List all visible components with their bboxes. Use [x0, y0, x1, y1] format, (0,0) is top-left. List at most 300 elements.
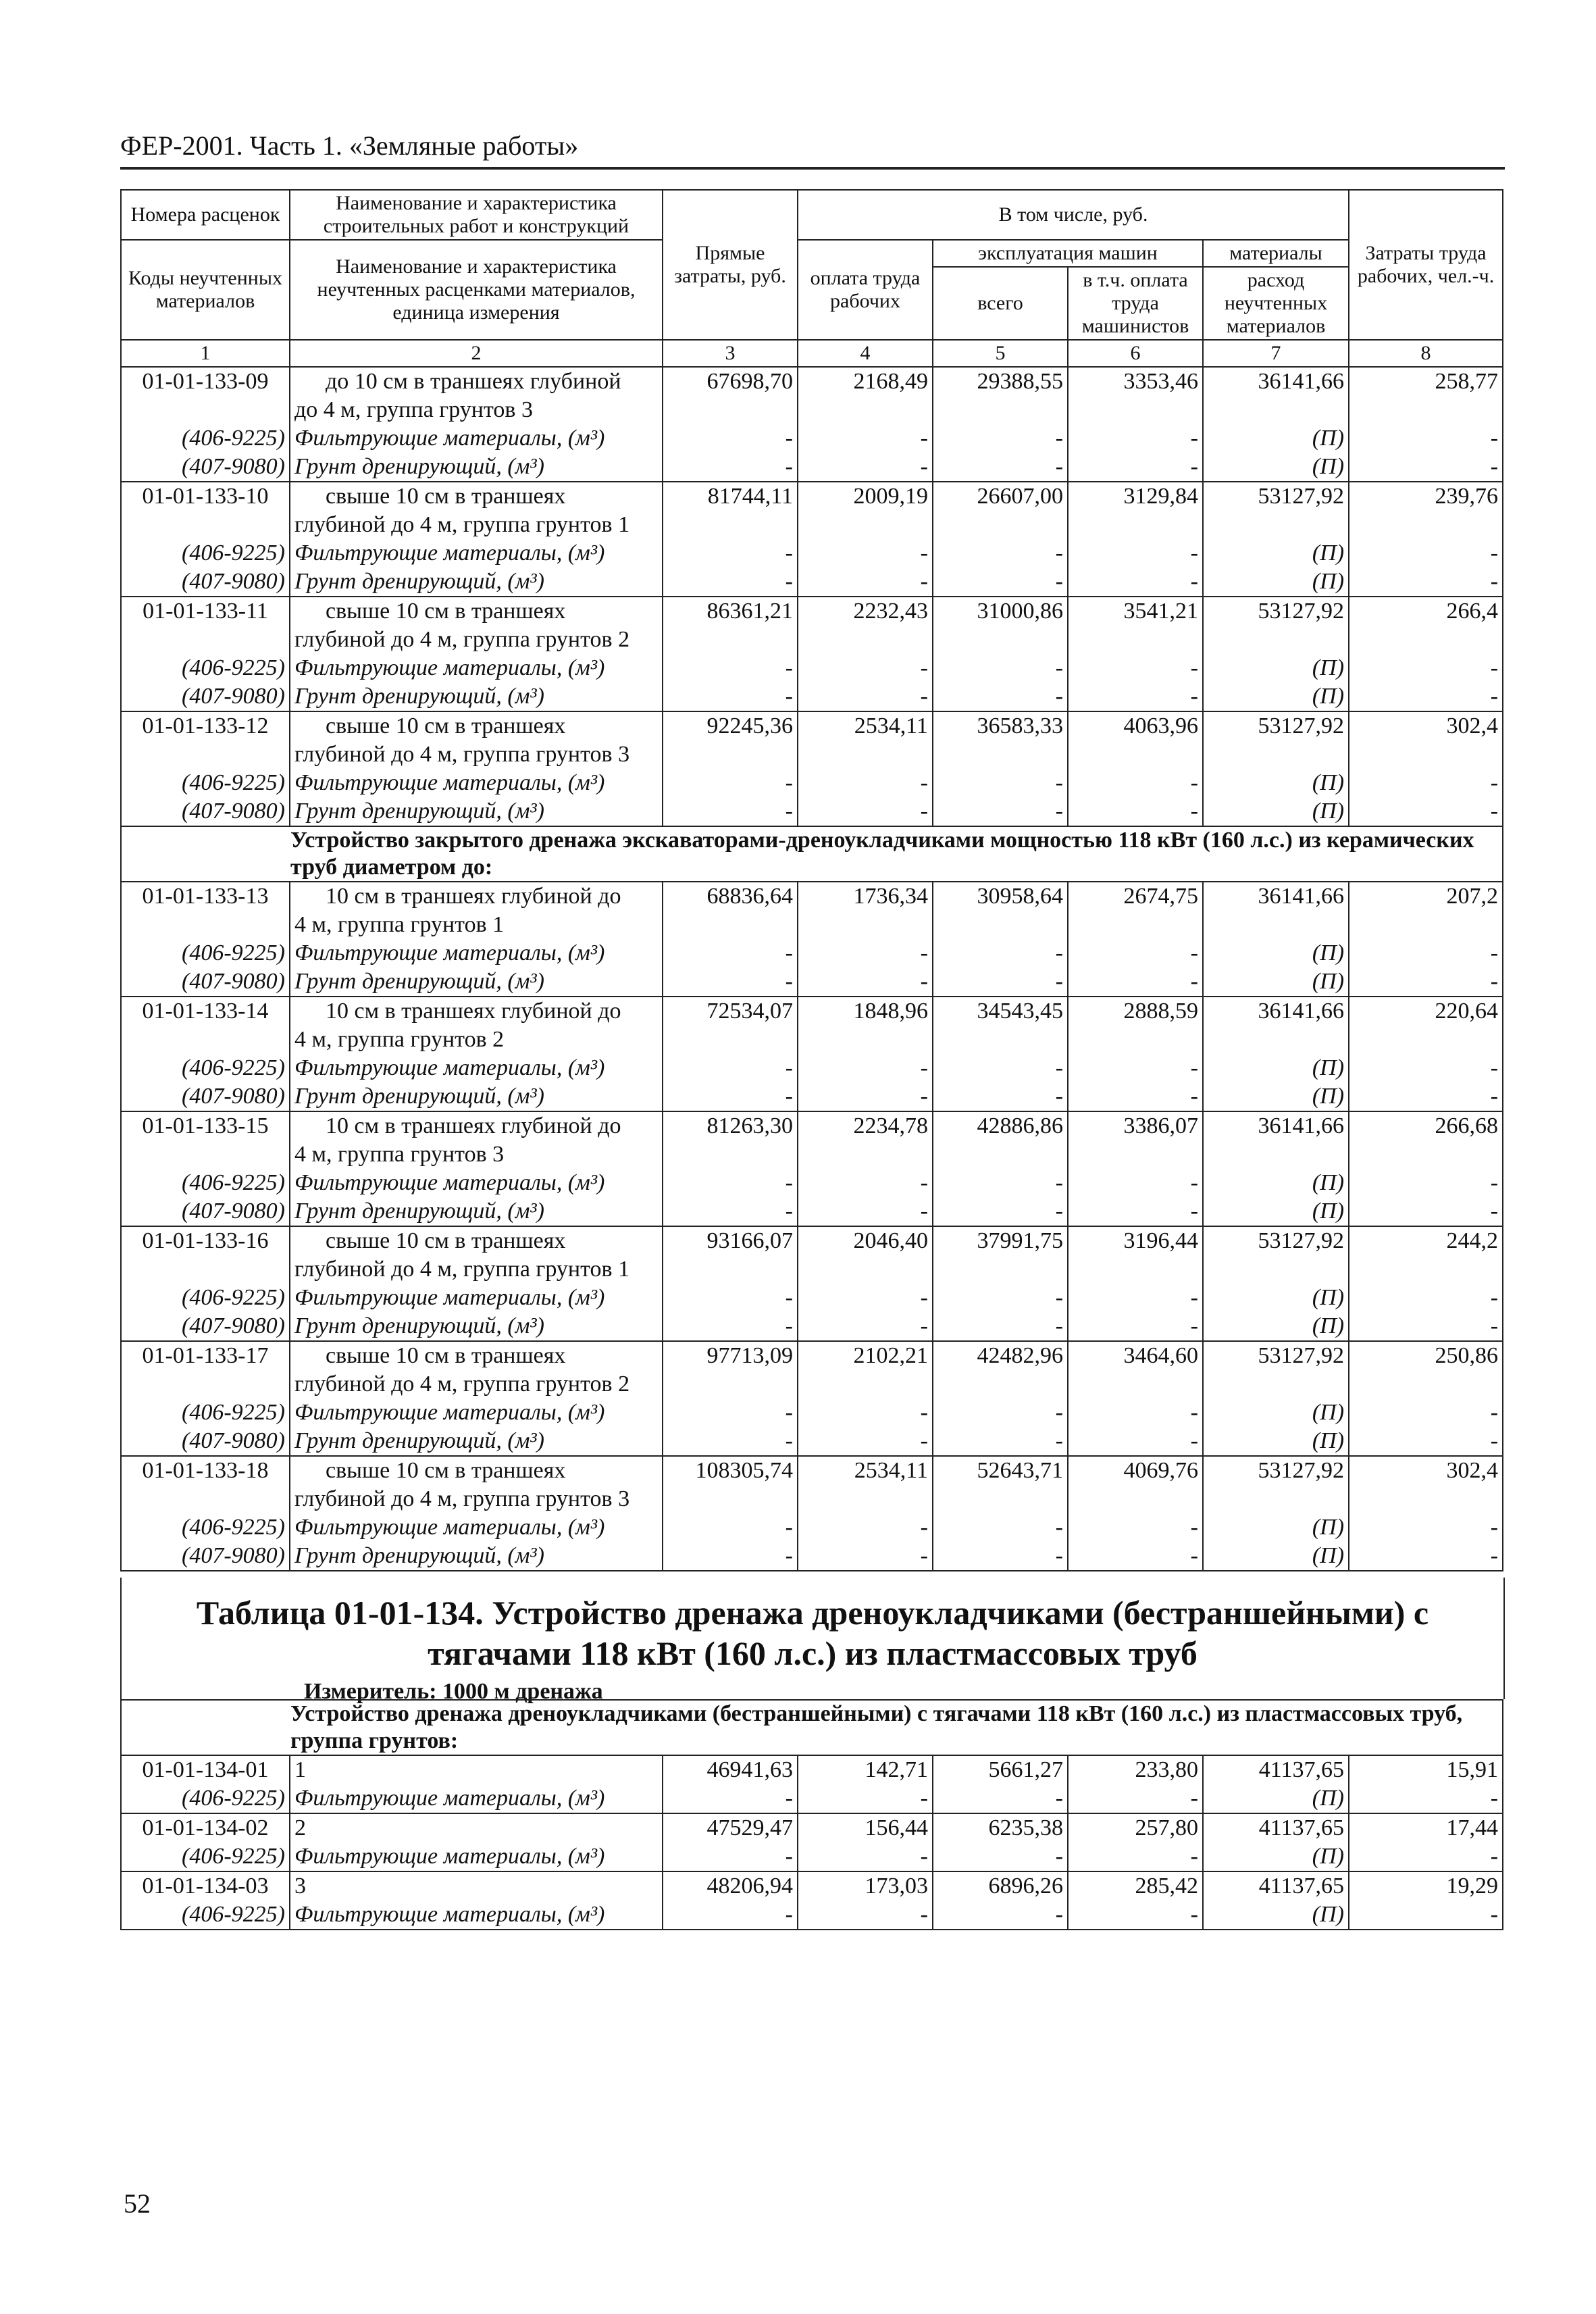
value-c8: 17,44	[1349, 1813, 1503, 1842]
empty-cell	[1068, 1026, 1203, 1054]
empty-dash: -	[663, 1784, 798, 1813]
col-header-material-codes: Коды неучтенных материалов	[121, 240, 290, 340]
table-row	[121, 626, 1503, 654]
value-c7: 36141,66	[1203, 997, 1349, 1026]
value-c5: 5661,27	[933, 1755, 1068, 1784]
table-row	[121, 1901, 1503, 1930]
empty-cell	[933, 626, 1068, 654]
col-number: 2	[290, 340, 663, 367]
work-description: 3	[290, 1871, 663, 1901]
empty-cell	[663, 396, 798, 424]
empty-cell	[1203, 1485, 1349, 1513]
material-code: (407-9080)	[121, 453, 290, 482]
empty-dash: -	[1349, 1399, 1503, 1427]
empty-dash: -	[798, 1197, 933, 1226]
value-c5: 52643,71	[933, 1456, 1068, 1485]
material-name	[290, 424, 663, 453]
empty-dash: -	[933, 1513, 1068, 1542]
empty-dash: -	[798, 1399, 933, 1427]
value-c3: 46941,63	[663, 1755, 798, 1784]
material-consumption-p: (П)	[1203, 1197, 1349, 1226]
empty-dash: -	[798, 453, 933, 482]
table-body-a	[121, 367, 1503, 826]
col-header-worker-pay: оплата труда рабочих	[798, 240, 933, 340]
material-consumption-p: (П)	[1203, 1513, 1349, 1542]
material-name-text: Грунт дренирующий,	[294, 1313, 502, 1338]
empty-dash: -	[1349, 1169, 1503, 1197]
col-header-machines: эксплуатация машин	[933, 240, 1203, 267]
empty-dash: -	[663, 769, 798, 797]
empty-cell	[1203, 626, 1349, 654]
empty-dash: -	[798, 1784, 933, 1813]
table-row	[121, 1312, 1503, 1341]
empty-dash: -	[1068, 1842, 1203, 1871]
table-row	[121, 1427, 1503, 1456]
empty-dash: -	[798, 1842, 933, 1871]
material-name	[290, 1513, 663, 1542]
empty-dash: -	[933, 967, 1068, 997]
empty-dash: -	[1349, 939, 1503, 967]
table-row	[121, 1813, 1503, 1842]
empty-dash: -	[1349, 1082, 1503, 1111]
col-number: 8	[1349, 340, 1503, 367]
material-consumption-p: (П)	[1203, 939, 1349, 967]
material-name	[290, 797, 663, 826]
material-name-text: Грунт дренирующий,	[294, 799, 502, 824]
empty-cell	[1349, 396, 1503, 424]
value-c8: 239,76	[1349, 482, 1503, 511]
col-header-work-name: Наименование и характеристика строительных работ и конструкций	[290, 190, 663, 240]
empty-cell	[121, 511, 290, 539]
material-name	[290, 939, 663, 967]
empty-dash: -	[1349, 797, 1503, 826]
material-name-text: Фильтрующие материалы,	[294, 1055, 563, 1080]
table-row	[121, 682, 1503, 711]
work-description: 10 см в траншеях глубиной до	[290, 1111, 663, 1140]
value-c3: 93166,07	[663, 1226, 798, 1255]
material-code: (407-9080)	[121, 1427, 290, 1456]
material-name-text: Грунт дренирующий,	[294, 1543, 502, 1568]
material-name-text: Фильтрующие материалы,	[294, 1400, 563, 1425]
rates-table-134	[120, 1699, 1503, 1930]
empty-dash: -	[1349, 453, 1503, 482]
material-name-text: Фильтрующие материалы,	[294, 940, 563, 965]
empty-dash: -	[1068, 769, 1203, 797]
empty-dash: -	[798, 682, 933, 711]
empty-dash: -	[933, 797, 1068, 826]
empty-dash: -	[1068, 797, 1203, 826]
value-c3: 97713,09	[663, 1341, 798, 1370]
empty-dash: -	[798, 1901, 933, 1930]
empty-dash: -	[663, 1513, 798, 1542]
material-name-text: Фильтрующие материалы,	[294, 540, 563, 565]
empty-cell	[933, 1140, 1068, 1169]
column-numbers-row	[121, 340, 1503, 367]
empty-dash: -	[663, 1082, 798, 1111]
material-consumption-p: (П)	[1203, 654, 1349, 682]
value-c6: 285,42	[1068, 1871, 1203, 1901]
empty-cell	[1203, 511, 1349, 539]
work-description: 1	[290, 1755, 663, 1784]
col-header-machines-total: всего	[933, 267, 1068, 340]
empty-cell	[1349, 1026, 1503, 1054]
empty-cell	[121, 396, 290, 424]
empty-dash: -	[663, 797, 798, 826]
material-unit: (м³)	[567, 1515, 605, 1540]
empty-dash: -	[1349, 967, 1503, 997]
table-row	[121, 539, 1503, 568]
table-row	[121, 597, 1503, 626]
material-code: (406-9225)	[121, 769, 290, 797]
material-name	[290, 1312, 663, 1341]
value-c4: 2168,49	[798, 367, 933, 396]
material-consumption-p: (П)	[1203, 769, 1349, 797]
empty-dash: -	[1349, 568, 1503, 597]
empty-cell	[1068, 396, 1203, 424]
value-c7: 41137,65	[1203, 1813, 1349, 1842]
empty-dash: -	[663, 1312, 798, 1341]
empty-dash: -	[1349, 1901, 1503, 1930]
empty-dash: -	[1068, 682, 1203, 711]
value-c3: 81744,11	[663, 482, 798, 511]
table-row	[121, 1513, 1503, 1542]
material-unit: (м³)	[507, 1313, 544, 1338]
empty-dash: -	[663, 1054, 798, 1082]
value-c3: 72534,07	[663, 997, 798, 1026]
empty-dash: -	[1068, 1513, 1203, 1542]
value-c6: 3129,84	[1068, 482, 1203, 511]
material-consumption-p: (П)	[1203, 1054, 1349, 1082]
rate-code: 01-01-133-11	[121, 597, 290, 626]
empty-dash: -	[798, 1284, 933, 1312]
empty-cell	[1349, 740, 1503, 769]
value-c6: 3541,21	[1068, 597, 1203, 626]
value-c7: 41137,65	[1203, 1871, 1349, 1901]
empty-cell	[933, 740, 1068, 769]
rate-code: 01-01-133-10	[121, 482, 290, 511]
work-description: свыше 10 см в траншеях	[290, 1226, 663, 1255]
empty-cell	[663, 1026, 798, 1054]
material-name-text: Грунт дренирующий,	[294, 969, 502, 994]
section-heading-body	[121, 1700, 1503, 1755]
material-code: (406-9225)	[121, 1842, 290, 1871]
material-unit: (м³)	[507, 1199, 544, 1224]
material-consumption-p: (П)	[1203, 424, 1349, 453]
table-row	[121, 1784, 1503, 1813]
col-number: 3	[663, 340, 798, 367]
empty-dash: -	[798, 769, 933, 797]
value-c5: 26607,00	[933, 482, 1068, 511]
empty-cell	[798, 1140, 933, 1169]
empty-dash: -	[663, 1901, 798, 1930]
rate-code: 01-01-133-09	[121, 367, 290, 396]
material-code: (407-9080)	[121, 682, 290, 711]
empty-dash: -	[663, 539, 798, 568]
material-consumption-p: (П)	[1203, 1542, 1349, 1571]
value-c5: 36583,33	[933, 711, 1068, 740]
empty-dash: -	[663, 1284, 798, 1312]
table-row	[121, 997, 1503, 1026]
empty-dash: -	[1068, 1542, 1203, 1571]
value-c3: 86361,21	[663, 597, 798, 626]
material-consumption-p: (П)	[1203, 568, 1349, 597]
col-header-in-total: В том числе, руб.	[798, 190, 1349, 240]
empty-cell	[1068, 740, 1203, 769]
material-unit: (м³)	[567, 1844, 605, 1869]
empty-dash: -	[798, 539, 933, 568]
col-header-labor-costs: Затраты труда рабочих, чел.-ч.	[1349, 190, 1503, 340]
value-c3: 68836,64	[663, 882, 798, 911]
work-description: до 10 см в траншеях глубиной	[290, 367, 663, 396]
material-unit: (м³)	[507, 969, 544, 994]
material-consumption-p: (П)	[1203, 453, 1349, 482]
empty-cell	[1203, 1140, 1349, 1169]
empty-cell	[1203, 911, 1349, 939]
table-134-title: Таблица 01-01-134. Устройство дренажа дреноукладчиками (бестраншейными) с тягачами 118 кВт (160 л.с.) из пластмассовых труб	[196, 1594, 1429, 1672]
material-name	[290, 1169, 663, 1197]
material-code: (407-9080)	[121, 1312, 290, 1341]
empty-dash: -	[933, 1284, 1068, 1312]
table-row	[121, 882, 1503, 911]
empty-dash: -	[1068, 1427, 1203, 1456]
table-row	[121, 482, 1503, 511]
material-unit: (м³)	[507, 454, 544, 479]
empty-dash: -	[1349, 424, 1503, 453]
material-code: (406-9225)	[121, 1284, 290, 1312]
empty-cell	[798, 1485, 933, 1513]
empty-cell	[798, 1370, 933, 1399]
empty-dash: -	[933, 682, 1068, 711]
table-row	[121, 939, 1503, 967]
material-name	[290, 1542, 663, 1571]
table-row	[121, 740, 1503, 769]
empty-dash: -	[933, 1054, 1068, 1082]
empty-cell	[1349, 511, 1503, 539]
material-unit: (м³)	[567, 940, 605, 965]
empty-cell	[1349, 911, 1503, 939]
table-row	[121, 1054, 1503, 1082]
table-row	[121, 1111, 1503, 1140]
material-consumption-p: (П)	[1203, 682, 1349, 711]
empty-dash: -	[663, 453, 798, 482]
empty-cell	[1068, 1140, 1203, 1169]
work-description: 2	[290, 1813, 663, 1842]
table-row	[121, 453, 1503, 482]
rate-code: 01-01-133-13	[121, 882, 290, 911]
empty-dash: -	[1068, 1197, 1203, 1226]
value-c8: 220,64	[1349, 997, 1503, 1026]
empty-cell	[1203, 396, 1349, 424]
empty-cell	[1068, 911, 1203, 939]
table-row	[121, 1226, 1503, 1255]
empty-dash: -	[1349, 654, 1503, 682]
empty-dash: -	[798, 1169, 933, 1197]
material-name	[290, 1082, 663, 1111]
empty-dash: -	[663, 967, 798, 997]
empty-cell	[121, 1026, 290, 1054]
value-c7: 36141,66	[1203, 882, 1349, 911]
work-description: свыше 10 см в траншеях	[290, 482, 663, 511]
material-code: (407-9080)	[121, 568, 290, 597]
table-134-heading	[120, 1578, 1505, 1704]
material-unit: (м³)	[567, 1170, 605, 1195]
table-row	[121, 1842, 1503, 1871]
material-name	[290, 1901, 663, 1930]
material-name	[290, 568, 663, 597]
material-code: (406-9225)	[121, 539, 290, 568]
material-name-text: Фильтрующие материалы,	[294, 1170, 563, 1195]
empty-cell	[1349, 626, 1503, 654]
empty-dash: -	[933, 1169, 1068, 1197]
rate-code: 01-01-133-14	[121, 997, 290, 1026]
table-row	[121, 511, 1503, 539]
empty-dash: -	[933, 568, 1068, 597]
table-body-b	[121, 882, 1503, 1571]
value-c5: 37991,75	[933, 1226, 1068, 1255]
material-name	[290, 682, 663, 711]
material-name-text: Фильтрующие материалы,	[294, 1786, 563, 1811]
empty-cell	[933, 1026, 1068, 1054]
material-code: (407-9080)	[121, 797, 290, 826]
empty-dash: -	[1349, 1284, 1503, 1312]
empty-dash: -	[933, 769, 1068, 797]
material-code: (406-9225)	[121, 1513, 290, 1542]
empty-dash: -	[798, 967, 933, 997]
rate-code: 01-01-133-12	[121, 711, 290, 740]
table-body	[121, 1755, 1503, 1930]
rate-code: 01-01-134-01	[121, 1755, 290, 1784]
empty-dash: -	[933, 1784, 1068, 1813]
work-description-cont: глубиной до 4 м, группа грунтов 2	[290, 626, 663, 654]
empty-cell	[1203, 1370, 1349, 1399]
empty-dash: -	[1349, 1197, 1503, 1226]
value-c3: 47529,47	[663, 1813, 798, 1842]
value-c5: 29388,55	[933, 367, 1068, 396]
empty-dash: -	[1349, 682, 1503, 711]
empty-dash: -	[933, 1842, 1068, 1871]
empty-dash: -	[798, 1542, 933, 1571]
empty-dash: -	[663, 1197, 798, 1226]
material-unit: (м³)	[507, 1084, 544, 1109]
empty-dash: -	[1068, 1082, 1203, 1111]
material-name-text: Грунт дренирующий,	[294, 569, 502, 594]
empty-cell	[121, 1485, 290, 1513]
material-unit: (м³)	[567, 1400, 605, 1425]
value-c4: 1848,96	[798, 997, 933, 1026]
value-c5: 6896,26	[933, 1871, 1068, 1901]
material-code: (407-9080)	[121, 1082, 290, 1111]
empty-cell	[798, 626, 933, 654]
work-description-cont: 4 м, группа грунтов 3	[290, 1140, 663, 1169]
value-c6: 2674,75	[1068, 882, 1203, 911]
value-c3: 67698,70	[663, 367, 798, 396]
material-unit: (м³)	[567, 1055, 605, 1080]
table-row	[121, 1255, 1503, 1284]
material-name	[290, 453, 663, 482]
value-c7: 53127,92	[1203, 1226, 1349, 1255]
empty-dash: -	[1349, 539, 1503, 568]
col-number: 5	[933, 340, 1068, 367]
value-c7: 53127,92	[1203, 1456, 1349, 1485]
material-name-text: Фильтрующие материалы,	[294, 655, 563, 680]
value-c7: 41137,65	[1203, 1755, 1349, 1784]
empty-dash: -	[1349, 1842, 1503, 1871]
empty-dash: -	[1349, 1427, 1503, 1456]
empty-cell	[121, 911, 290, 939]
empty-dash: -	[933, 654, 1068, 682]
value-c6: 3196,44	[1068, 1226, 1203, 1255]
empty-cell	[663, 740, 798, 769]
material-code: (406-9225)	[121, 654, 290, 682]
material-name	[290, 1427, 663, 1456]
table-row	[121, 1542, 1503, 1571]
empty-dash: -	[933, 1312, 1068, 1341]
table-row	[121, 1140, 1503, 1169]
material-code: (406-9225)	[121, 1054, 290, 1082]
value-c7: 53127,92	[1203, 711, 1349, 740]
material-name	[290, 1284, 663, 1312]
table-row	[121, 1169, 1503, 1197]
material-name-text: Грунт дренирующий,	[294, 1199, 502, 1224]
table-row	[121, 1284, 1503, 1312]
value-c7: 36141,66	[1203, 367, 1349, 396]
empty-dash: -	[798, 797, 933, 826]
empty-cell	[1203, 740, 1349, 769]
value-c4: 2534,11	[798, 1456, 933, 1485]
empty-cell	[663, 1485, 798, 1513]
table-row	[121, 1755, 1503, 1784]
table-header	[121, 190, 1503, 367]
value-c3: 81263,30	[663, 1111, 798, 1140]
empty-dash: -	[663, 654, 798, 682]
empty-dash: -	[933, 1399, 1068, 1427]
empty-cell	[1349, 1370, 1503, 1399]
empty-dash: -	[1349, 1784, 1503, 1813]
empty-dash: -	[1068, 453, 1203, 482]
empty-cell	[1349, 1255, 1503, 1284]
material-name-text: Грунт дренирующий,	[294, 1084, 502, 1109]
value-c4: 142,71	[798, 1755, 933, 1784]
material-code: (406-9225)	[121, 424, 290, 453]
material-unit: (м³)	[567, 655, 605, 680]
empty-cell	[1203, 1255, 1349, 1284]
rate-code: 01-01-133-16	[121, 1226, 290, 1255]
material-name	[290, 539, 663, 568]
material-consumption-p: (П)	[1203, 1399, 1349, 1427]
value-c7: 36141,66	[1203, 1111, 1349, 1140]
value-c8: 266,68	[1349, 1111, 1503, 1140]
empty-cell	[121, 626, 290, 654]
empty-cell	[798, 1026, 933, 1054]
empty-dash: -	[663, 1842, 798, 1871]
empty-dash: -	[798, 424, 933, 453]
empty-cell	[121, 1370, 290, 1399]
value-c4: 2534,11	[798, 711, 933, 740]
empty-cell	[798, 396, 933, 424]
empty-dash: -	[933, 539, 1068, 568]
rates-table-133	[120, 189, 1503, 1571]
material-unit: (м³)	[567, 1786, 605, 1811]
material-unit: (м³)	[567, 1902, 605, 1927]
work-description-cont: глубиной до 4 м, группа грунтов 2	[290, 1370, 663, 1399]
empty-cell	[1068, 511, 1203, 539]
value-c6: 233,80	[1068, 1755, 1203, 1784]
value-c8: 244,2	[1349, 1226, 1503, 1255]
empty-dash: -	[663, 682, 798, 711]
empty-cell	[1349, 1140, 1503, 1169]
value-c6: 3464,60	[1068, 1341, 1203, 1370]
table-row	[121, 967, 1503, 997]
